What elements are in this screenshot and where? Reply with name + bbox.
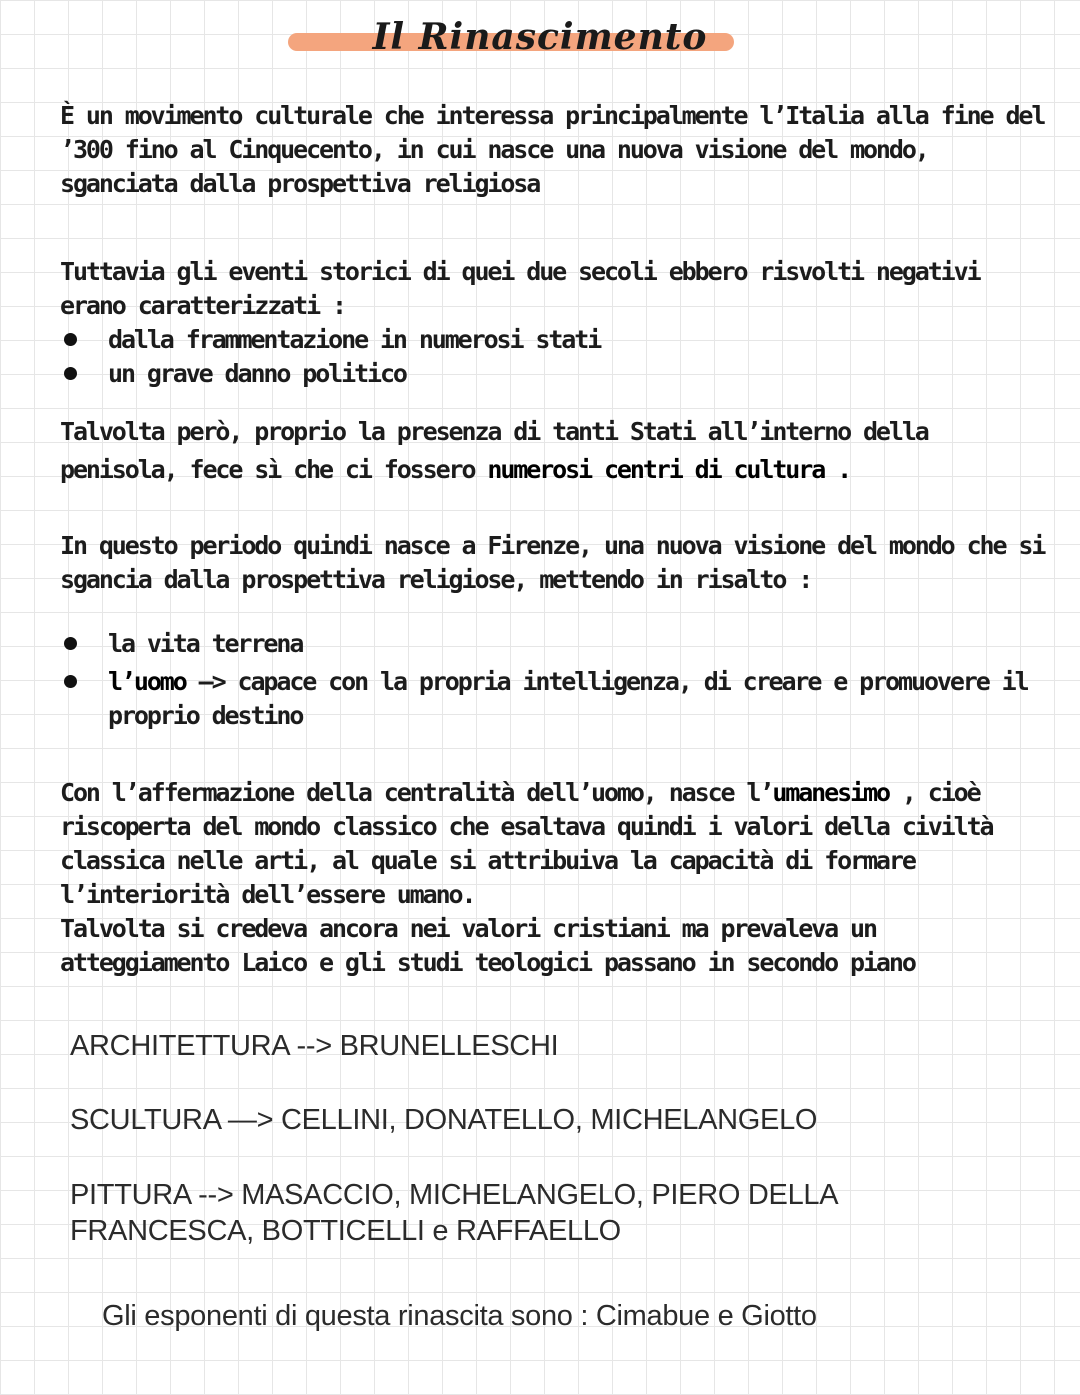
states-section xyxy=(60,413,1050,489)
florence-list xyxy=(60,627,1050,733)
humanism-second: Talvolta si credeva ancora nei valori cristiani ma prevaleva un atteggiamento Laico e gli studi teologici passano in secondo piano xyxy=(60,914,915,977)
list-item xyxy=(60,665,1050,733)
humanism-rest: , cioè riscoperta del mondo classico che esaltava quindi i valori della civiltà classica nelle arti, al quale si attribuiva la capacità di formare l’interiorità dell’essere umano. xyxy=(60,778,993,909)
events-list xyxy=(60,323,1050,391)
humanism-term: umanesimo xyxy=(772,778,889,807)
sculpture-line: SCULTURA —> CELLINI, DONATELLO, MICHELANGELO xyxy=(70,1104,818,1136)
humanism-paragraph xyxy=(60,776,1050,912)
bullet-icon xyxy=(64,637,77,650)
humanism-lead: Con l’affermazione della centralità dell’uomo, nasce l’ xyxy=(60,778,773,807)
list-item-term: l’uomo xyxy=(108,667,186,696)
list-item xyxy=(60,627,1050,661)
intro-paragraph xyxy=(60,99,1050,201)
list-item xyxy=(60,323,1050,357)
bullet-icon xyxy=(64,367,77,380)
page-title: Il Rinascimento xyxy=(372,16,708,58)
painting-line: PITTURA --> MASACCIO, MICHELANGELO, PIERO DELLA FRANCESCA, BOTTICELLI e RAFFAELLO xyxy=(70,1179,837,1247)
architecture-line: ARCHITETTURA --> BRUNELLESCHI xyxy=(70,1030,559,1062)
list-item-term: la vita terrena xyxy=(108,629,303,658)
florence-section xyxy=(60,529,1050,733)
events-text: Tuttavia gli eventi storici di quei due secoli ebbero risvolti negativi erano caratterizzati : xyxy=(60,257,980,320)
bullet-icon xyxy=(64,675,77,688)
states-text: Talvolta però, proprio la presenza di tanti Stati all’interno della penisola, fece sì che ci fossero xyxy=(60,417,928,484)
culture-centers-highlight: numerosi centri di cultura . xyxy=(487,455,851,484)
list-item-text: un grave danno politico xyxy=(108,359,406,388)
list-item-text: —> capace con la propria intelligenza, di creare e promuovere il proprio destino xyxy=(108,667,1028,730)
intro-text: È un movimento culturale che interessa principalmente l’Italia alla fine del ’300 fino al Cinquecento, in cui nasce una nuova visione del mondo, sganciata dalla prospettiva religiosa xyxy=(60,101,1045,198)
humanism-section xyxy=(60,776,1050,980)
page-title-area xyxy=(0,8,1080,72)
list-item-text: dalla frammentazione in numerosi stati xyxy=(108,325,601,354)
florence-text: In questo periodo quindi nasce a Firenze, una nuova visione del mondo che si sgancia dalla prospettiva religiose, mettendo in risalto : xyxy=(60,531,1045,594)
states-paragraph xyxy=(60,413,1050,489)
list-item xyxy=(60,357,1050,391)
exponents-line: Gli esponenti di questa rinascita sono : Cimabue e Giotto xyxy=(102,1300,817,1332)
bullet-icon xyxy=(64,333,77,346)
events-section xyxy=(60,255,1050,391)
